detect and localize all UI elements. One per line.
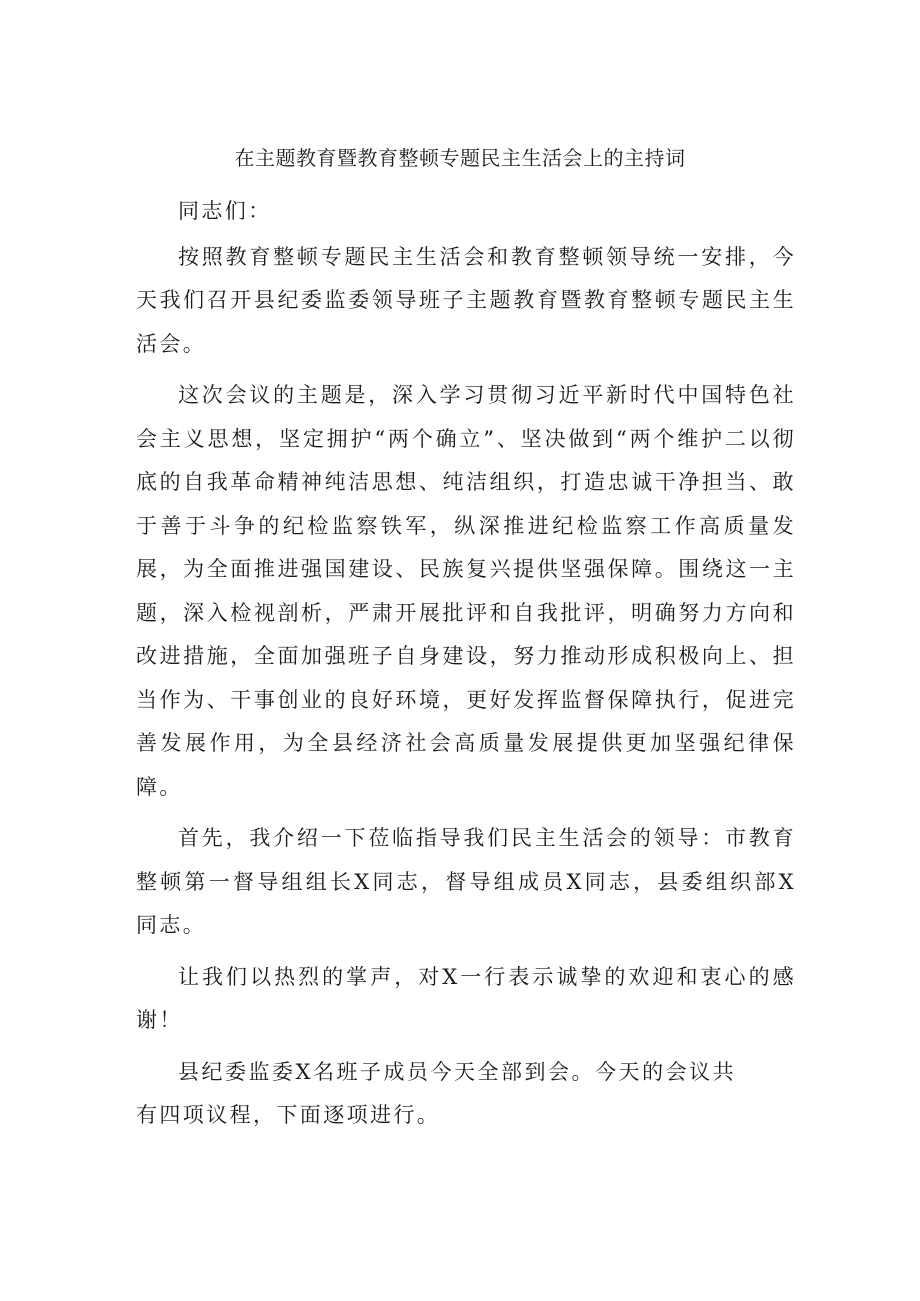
paragraph-welcome: 让我们以热烈的掌声，对X一行表示诚挚的欢迎和衷心的感谢！ bbox=[136, 964, 796, 1032]
paragraph-guest-introduction: 首先，我介绍一下莅临指导我们民主生活会的领导：市教育整顿第一督导组组长X同志，督导组成员X同志，县委组织部X同志。 bbox=[136, 826, 796, 937]
salutation: 同志们： bbox=[178, 199, 272, 223]
document-body bbox=[136, 190, 796, 1138]
paragraph-agenda: 县纪委监委X名班子成员今天全部到会。今天的会议共有四项议程，下面逐项进行。 bbox=[136, 1059, 736, 1127]
paragraph-arrangement: 按照教育整顿专题民主生活会和教育整顿领导统一安排，今天我们召开县纪委监委领导班子主题教育暨教育整顿专题民主生活会。 bbox=[136, 244, 796, 356]
document-title: 在主题教育暨教育整顿专题民主生活会上的主持词 bbox=[234, 146, 686, 170]
paragraph-meeting-theme: 这次会议的主题是，深入学习贯彻习近平新时代中国特色社会主义思想，坚定拥护“两个确立”、坚决做到“两个维护二以彻底的自我革命精神纯洁思想、纯洁组织，打造忠诚干净担当、敢于善于斗争的纪检监察铁军，纵深推进纪检监察工作高质量发展，为全面推进强国建设、民族复兴提供坚强保障。围绕这一主题，深入检视剖析，严肃开展批评和自我批评，明确努力方向和改进措施，全面加强班子自身建设，努力推动形成积极向上、担当作为、干事创业的良好环境，更好发挥监督保障执行，促进完善发展作用，为全县经济社会高质量发展提供更加坚强纪律保障。 bbox=[136, 383, 796, 799]
